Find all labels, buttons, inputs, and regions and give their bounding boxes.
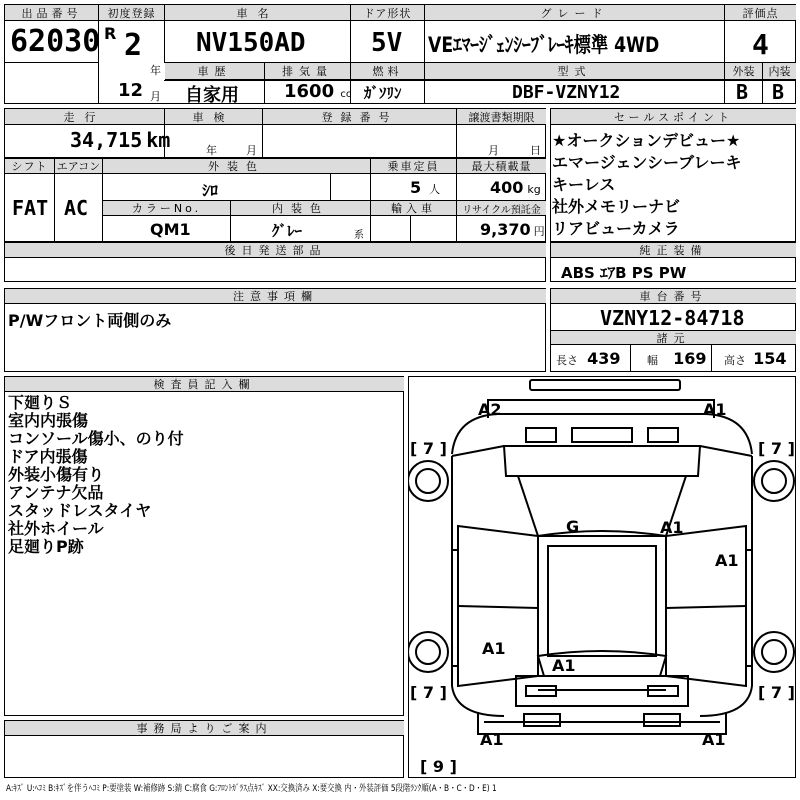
chassis-header: 車台番号 [551,289,796,304]
mileage-header: 走行 [5,109,164,125]
max-load: 400 kg [490,178,541,197]
sales-point: 社外メモリーナビ [552,197,681,216]
load-header: 最大積載量 [457,159,546,174]
lot-no: 62030 [10,24,101,59]
sales-points-list [552,130,742,240]
first-reg-header: 初度登録 [99,5,164,21]
ext-color: ｼﾛ [202,181,219,200]
score-header: 評価点 [725,5,796,21]
mark-front-left: A2 [478,400,502,419]
tire-front-right: [ 7 ] [758,439,795,458]
inspection-year-unit: 年 [206,144,217,157]
genuine-equipment-header: 純正装備 [551,243,796,258]
inspector-line: 社外ホイール [8,519,104,538]
sales-point: リアビューカメラ [552,219,680,238]
shift: FAT [12,196,49,220]
inspector-line: アンテナ欠品 [8,483,104,502]
import-header: 輸入車 [371,201,456,216]
later-parts-header: 後日発送部品 [5,243,546,258]
displacement-header: 排気量 [265,63,350,80]
mark-tailgate: A1 [552,656,576,675]
color-no-header: カラーNo. [103,201,230,216]
mark-rear-bumper-right: A1 [702,730,726,749]
inspector-header: 検査員記入欄 [5,377,404,392]
office-header: 事務局よりご案内 [5,721,404,736]
car-body-sketch [408,376,796,778]
inspector-lines [8,394,184,556]
exterior-header: 外装 [725,63,762,80]
reg-no-header: 登録番号 [263,109,456,125]
fuel-header: 燃料 [351,63,424,80]
inspector-line: コンソール傷小、のり付 [8,429,184,448]
lot-no-header: 出品番号 [5,5,98,21]
history-header: 車歴 [165,63,264,80]
first-reg-year: 2 [124,28,143,63]
first-reg-month: 12 [118,80,144,101]
interior-score: B [772,80,785,104]
tire-spare: [ 9 ] [420,757,457,776]
sales-point: エマージェンシーブレーキ [552,153,742,172]
mark-door-right: A1 [715,551,739,570]
recycle-fee: 9,370 円 [480,220,545,239]
displacement: 1600 cc [284,81,352,102]
legend: A:ｷｽﾞ U:ﾍｺﾐ B:ｷｽﾞを伴うﾍｺﾐ P:要塗装 W:補修跡 S:錆 C:腐食 G:ﾌﾛﾝﾄｶﾞﾗｽ点ｷｽﾞ XX:交換済み X:要交換 内・外装評価 5段階ﾗﾝｸ順(A・B・C・D・E) 1 [6,784,497,794]
model-header: 型式 [425,63,724,80]
score: 4 [752,28,769,61]
inspector-line: 室内内張傷 [8,411,89,430]
year-unit: 年 [150,64,161,77]
genuine-equipment: ABS ｴｱB PS PW [561,264,687,282]
sales-point: キーレス [552,175,616,194]
notes-header: 注意事項欄 [5,289,546,304]
shift-header: シフト [5,159,54,174]
door-type: 5V [371,28,403,58]
ac: AC [64,196,89,220]
mark-rear-left: A1 [482,639,506,658]
sales-points-header: セールスポイント [551,109,796,125]
model: DBF-VZNY12 [512,82,621,103]
first-reg-era: R [104,24,117,43]
dims-header: 諸元 [551,331,796,345]
height: 高さ 154 [724,349,787,368]
chassis-number: VZNY12-84718 [600,306,745,330]
length: 長さ 439 [556,349,621,368]
car-name: NV150AD [196,28,306,58]
inspector-line: 下廻りＳ [8,393,73,412]
int-color-suffix: 系 [354,230,364,241]
capacity: 5 人 [410,178,441,197]
transfer-header: 譲渡書類期限 [457,109,546,125]
exterior-score: B [736,80,749,104]
width: 幅 169 [647,349,707,368]
notes-text: P/Wフロント両側のみ [8,311,172,330]
fuel: ｶﾞｿﾘﾝ [364,84,402,102]
transfer-day-unit: 日 [530,144,541,157]
inspection-header: 車検 [165,109,262,125]
int-color: ｸﾞﾚｰ [272,222,303,240]
inspection-month-unit: 月 [246,144,257,157]
inspector-line: 足廻りP跡 [8,537,84,556]
inspector-line: 外装小傷有り [8,465,105,484]
mark-front-right: A1 [703,400,727,419]
recycle-header: リサイクル預託金 [457,201,546,216]
ext-color-header: 外装色 [103,159,370,174]
mark-roof: G [566,517,580,536]
history: 自家用 [185,85,239,106]
int-color-header: 内装色 [231,201,370,216]
sales-point: ★オークションデビュー★ [552,131,741,150]
tire-rear-left: [ 7 ] [410,683,447,702]
inspector-line: スタッドレスタイヤ [8,501,152,520]
transfer-month-unit: 月 [488,144,499,157]
door-header: ドア形状 [351,5,424,21]
tire-rear-right: [ 7 ] [758,683,795,702]
mileage: 34,715 km [70,128,171,152]
inspector-line: ドア内張傷 [8,447,88,466]
tire-front-left: [ 7 ] [410,439,447,458]
color-no: QM1 [150,220,191,239]
month-unit: 月 [150,90,161,103]
grade-header: グレード [425,5,724,21]
mark-hood-right: A1 [660,518,684,537]
interior-header: 内装 [763,63,796,80]
grade: VEｴﾏｰｼﾞｪﾝｼｰﾌﾞﾚｰｷ標準 4WD [428,33,660,57]
ac-header: エアコン [56,160,101,173]
mark-rear-bumper-left: A1 [480,730,504,749]
car-name-header: 車名 [165,5,350,21]
capacity-header: 乗車定員 [371,159,456,174]
